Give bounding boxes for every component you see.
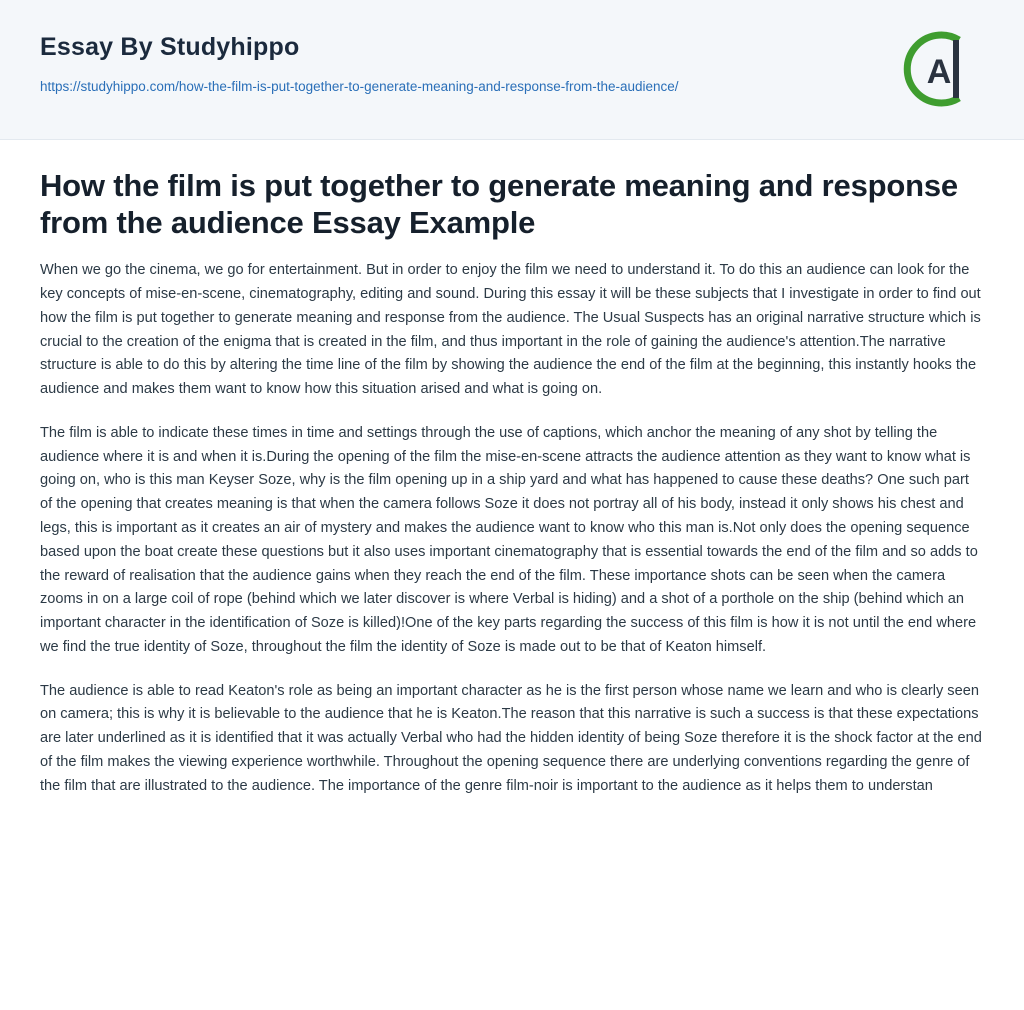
site-header: [0, 0, 1024, 140]
site-brand: [40, 34, 984, 62]
article-content: [0, 140, 1024, 799]
article-paragraph: The audience is able to read Keaton's role as being an important character as he is the first person whose name we learn and who is clearly seen on camera; this is why it is believable to the audience that he is Keaton.The reason that this narrative is such a success is that these expectations are later underlined as it is identified that it was actually Verbal who had the hidden identity of being Soze therefore it is the shock factor at the end of the film makes the viewing experience worthwhile. Throughout the opening sequence there are underlying conventions regarding the genre of the film that are illustrated to the audience. The importance of the genre film-noir is important to the audience as it helps them to understan: [40, 682, 982, 794]
svg-text:A: A: [926, 53, 952, 91]
article-paragraph: When we go the cinema, we go for entertainment. But in order to enjoy the film we need to understand it. To do this an audience can look for the key concepts of mise-en-scene, cinematography, editing and sound. During this essay it will be these subjects that I investigate in order to find out how the film is put together to generate meaning and response from the audience. The Usual Suspects has an original narrative structure which is crucial to the creation of the enigma that is created in the film, and thus important in the role of gaining the audience's attention.The narrative structure is able to do this by altering the time line of the film by showing the audience the end of the film at the beginning, this instantly hooks the audience and makes them want to know how this situation arised and what is going on.: [40, 262, 981, 398]
brand-name: Studyhippo: [159, 33, 300, 61]
studyhippo-logo-icon: [896, 26, 982, 112]
page-title: How the film is put together to generate meaning and response from the audience Essay Example: [40, 168, 958, 240]
brand-prefix: Essay By: [40, 33, 160, 61]
article-paragraph: The film is able to indicate these times in time and settings through the use of captions, which anchor the meaning of any shot by telling the audience where it is and when it is.During the opening of the film the mise-en-scene attracts the audience attention as they want to know what is going on, who is this man Keyser Soze, why is the film opening up in a ship yard and what has happened to cause these deaths? One such part of the opening that creates meaning is that when the camera follows Soze it does not portray all of his body, instead it only shows his chest and legs, this is important as it creates an air of mystery and makes the audience want to know who this man is.Not only does the opening sequence based upon the boat create these questions but it also uses important cinematography that is essential towards the end of the film and so adds to the reward of realisation that the audience gains when they reach the end of the film. These importance shots can be seen when the camera zooms in on a large coil of rope (behind which we later discover is where Verbal is hiding) and a shot of a porthole on the ship (behind which an important character in the identification of Soze is killed)!One of the key parts regarding the success of this film is how it is not until the end where we find the true identity of Soze, throughout the film the identity of Soze is made out to be that of Keaton himself.: [40, 424, 978, 655]
source-url-link[interactable]: https://studyhippo.com/how-the-film-is-put-together-to-generate-meaning-and-response-from-the-audience/: [40, 78, 679, 94]
